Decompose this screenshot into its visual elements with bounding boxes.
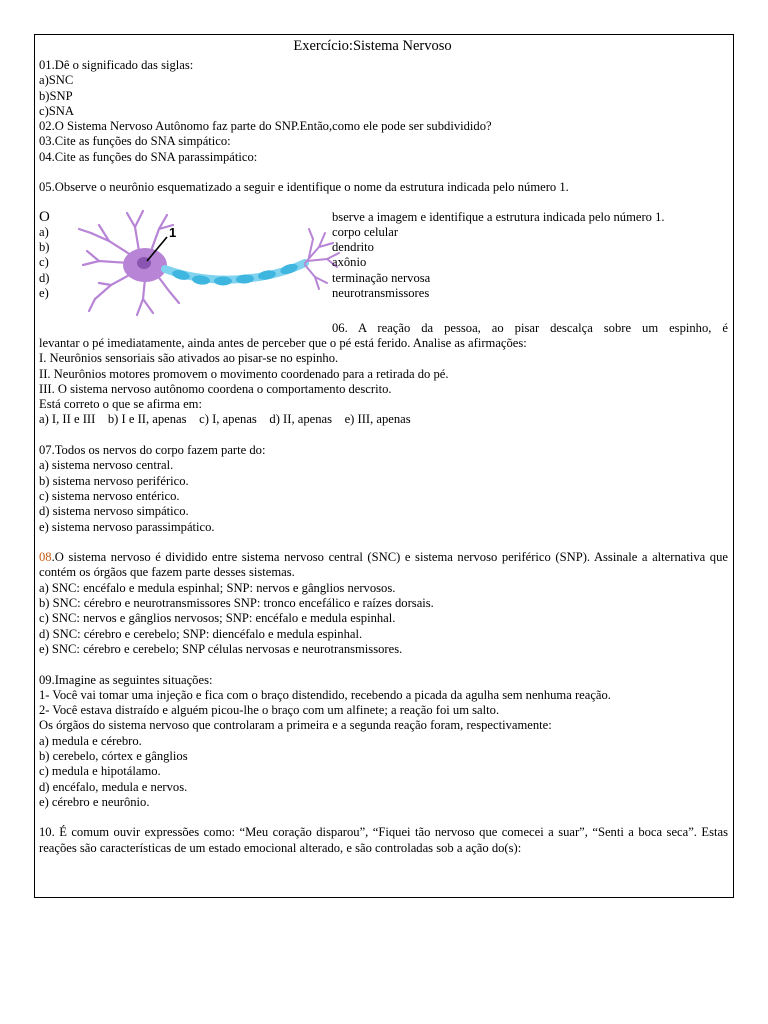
q6-options: a) I, II e III b) I e II, apenas c) I, apenas d) II, apenas e) III, apenas: [39, 412, 411, 427]
q6-first-line: 06. A reação da pessoa, ao pisar descalça sobre um espinho, é: [332, 320, 728, 335]
q5-letter-a: a): [39, 224, 49, 239]
q7-prompt: 07.Todos os nervos do corpo fazem parte do:: [39, 443, 266, 458]
question-4: 04.Cite as funções do SNA parassimpático:: [39, 149, 258, 164]
q1-item-a: a)SNC: [39, 73, 74, 88]
question-6: [39, 321, 728, 428]
q5-option-c: axônio: [332, 255, 367, 270]
q1-item-c: c)SNA: [39, 103, 74, 118]
q7-option-a: a) sistema nervoso central.: [39, 458, 174, 473]
q5-letter-b: b): [39, 239, 50, 254]
q9-option-b: b) cerebelo, córtex e gânglios: [39, 748, 188, 763]
question-5: [39, 209, 728, 321]
q5-option-d: terminação nervosa: [332, 270, 431, 285]
q5-header: bserve a imagem e identifique a estrutura indicada pelo número 1.: [332, 209, 665, 224]
q8-number: 08: [39, 550, 52, 565]
q1-prompt: 01.Dê o significado das siglas:: [39, 58, 194, 72]
q9-option-d: d) encéfalo, medula e nervos.: [39, 779, 188, 794]
q5-option-e: neurotransmissores: [332, 285, 430, 300]
q9-prompt: 09.Imagine as seguintes situações:: [39, 672, 213, 687]
q6-statement-2: II. Neurônios motores promovem o movimento coordenado para a retirada do pé.: [39, 366, 449, 381]
question-9: [39, 673, 728, 811]
question-1: [39, 58, 728, 119]
q8-prompt-text: .O sistema nervoso é dividido entre sistema nervoso central (SNC) e sistema nervoso periférico (SNP). Assinale a alternativa que contém os órgãos que fazem parte desses sistemas.: [39, 550, 728, 580]
q6-ask: Está correto o que se afirma em:: [39, 397, 202, 412]
q7-option-c: c) sistema nervoso entérico.: [39, 488, 180, 503]
q6-statement-3: III. O sistema nervoso autônomo coordena o comportamento descrito.: [39, 381, 392, 396]
q6-rest: levantar o pé imediatamente, ainda antes de perceber que o pé está ferido. Analise as afirmações:: [39, 335, 527, 350]
q5-letter-d: d): [39, 270, 50, 285]
q5-o: O: [39, 208, 50, 225]
q9-option-c: c) medula e hipotálamo.: [39, 764, 161, 779]
q9-situation-2: 2- Você estava distraído e alguém picou-lhe o braço com um alfinete; a reação foi um salto.: [39, 703, 500, 718]
neuron-label-1: 1: [169, 224, 177, 240]
q7-option-e: e) sistema nervoso parassimpático.: [39, 519, 215, 534]
q5-letter-c: c): [39, 255, 49, 270]
neuron-diagram: [69, 203, 349, 325]
question-2: 02.O Sistema Nervoso Autônomo faz parte do SNP.Então,como ele pode ser subdividido?: [39, 119, 492, 134]
q1-item-b: b)SNP: [39, 88, 73, 103]
q8-option-c: c) SNC: nervos e gânglios nervosos; SNP: encéfalo e medula espinhal.: [39, 611, 396, 626]
q7-option-b: b) sistema nervoso periférico.: [39, 473, 189, 488]
q8-prompt: [39, 550, 728, 581]
q5-option-a: corpo celular: [332, 224, 399, 239]
question-10: 10. É comum ouvir expressões como: “Meu coração disparou”, “Fiquei tão nervoso que comecei a suar”, “Senti a boca seca”. Estas reações são características de um estado emocional alterado, e são controladas sob a ação do(s):: [39, 825, 728, 855]
q8-option-e: e) SNC: cérebro e cerebelo; SNP células nervosas e neurotransmissores.: [39, 641, 403, 656]
question-8: [39, 550, 728, 657]
question-7: [39, 443, 728, 535]
q9-option-a: a) medula e cérebro.: [39, 733, 142, 748]
question-3: 03.Cite as funções do SNA simpático:: [39, 134, 231, 149]
q5-options: [332, 209, 728, 301]
q9-option-e: e) cérebro e neurônio.: [39, 794, 150, 809]
q5-option-b: dendrito: [332, 239, 374, 254]
q5-letter-e: e): [39, 285, 49, 300]
q5-prompt: 05.Observe o neurônio esquematizado a seguir e identifique o nome da estrutura indicada pelo número 1.: [39, 180, 569, 195]
q8-option-d: d) SNC: cérebro e cerebelo; SNP: diencéfalo e medula espinhal.: [39, 626, 363, 641]
worksheet: [39, 36, 728, 856]
q7-option-d: d) sistema nervoso simpático.: [39, 504, 189, 519]
q9-situation-1: 1- Você vai tomar uma injeção e fica com o braço distendido, recebendo a picada da agulha sem nenhuma reação.: [39, 687, 611, 702]
q8-option-b: b) SNC: cérebro e neurotransmissores SNP: tronco encefálico e raízes dorsais.: [39, 596, 434, 611]
q9-ask: Os órgãos do sistema nervoso que controlaram a primeira e a segunda reação foram, respectivamente:: [39, 718, 552, 733]
q6-statement-1: I. Neurônios sensoriais são ativados ao pisar-se no espinho.: [39, 351, 339, 366]
q8-option-a: a) SNC: encéfalo e medula espinhal; SNP: nervos e gânglios nervosos.: [39, 580, 396, 595]
page-title: Exercício:Sistema Nervoso: [293, 38, 452, 54]
